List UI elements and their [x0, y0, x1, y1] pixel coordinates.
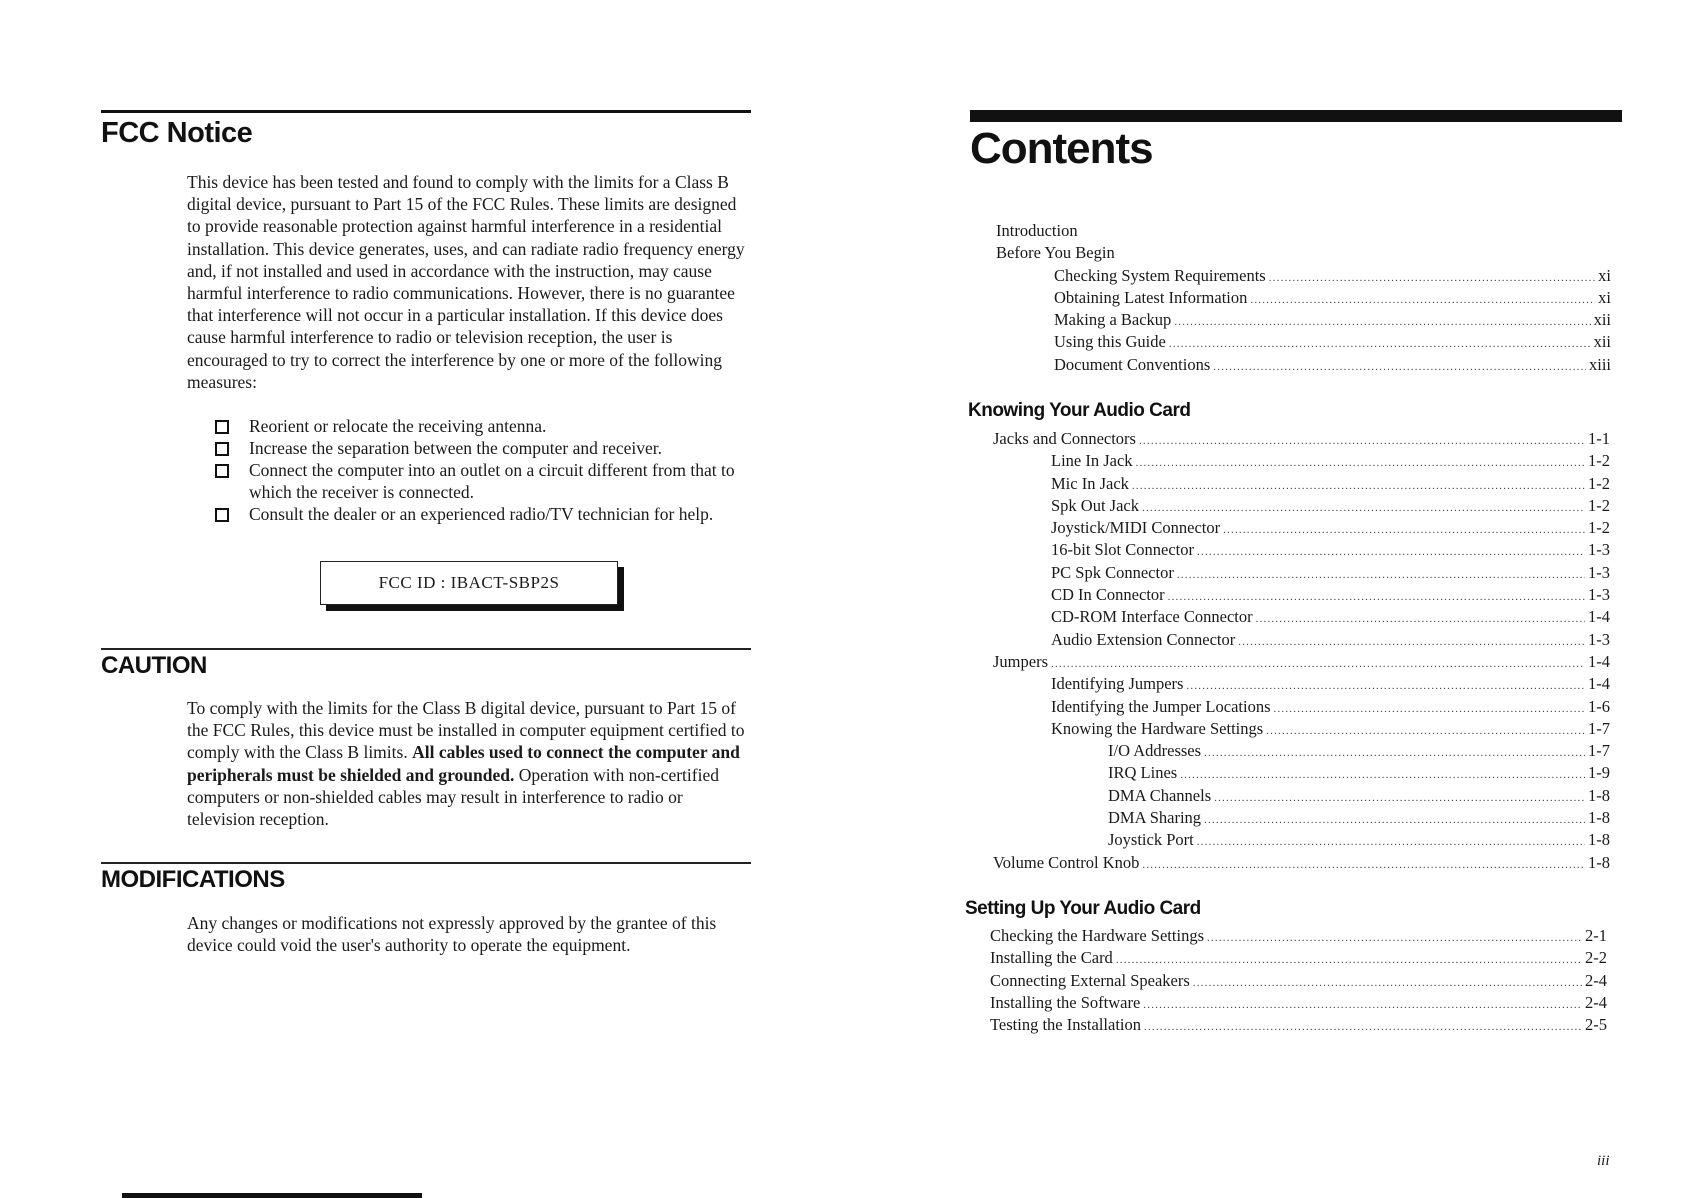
toc-entry-title: CD In Connector — [1051, 585, 1165, 605]
toc-entry-page: 1-3 — [1588, 562, 1610, 582]
toc-entry[interactable] — [990, 970, 1607, 992]
fcc-notice-title: FCC Notice — [101, 117, 253, 149]
modifications-rule — [101, 862, 751, 864]
toc-entry-title: IRQ Lines — [1108, 763, 1178, 783]
toc-entry-page: 1-7 — [1588, 741, 1610, 761]
modifications-title: MODIFICATIONS — [101, 866, 285, 893]
toc-entry-title: CD-ROM Interface Connector — [1051, 607, 1253, 627]
toc-entry-title: Line In Jack — [1051, 451, 1133, 471]
toc-entry-title: Connecting External Speakers — [990, 970, 1190, 990]
toc-entry-title: Document Conventions — [1054, 354, 1211, 374]
toc-intro-list — [996, 220, 1611, 376]
toc-entry-page: xiii — [1588, 354, 1611, 374]
toc-section2-list — [990, 925, 1607, 1036]
toc-entry-title: Using this Guide — [1054, 332, 1166, 352]
toc-entry[interactable] — [993, 740, 1610, 762]
toc-entry[interactable] — [996, 242, 1611, 264]
toc-entry-page: 1-8 — [1588, 852, 1610, 872]
caution-rule — [101, 648, 751, 650]
toc-entry[interactable] — [996, 265, 1611, 287]
measures-list — [215, 415, 755, 525]
toc-entry[interactable] — [990, 925, 1607, 947]
toc-entry[interactable] — [993, 562, 1610, 584]
toc-entry-title: Identifying Jumpers — [1051, 674, 1184, 694]
list-item — [215, 503, 755, 525]
toc-entry[interactable] — [990, 992, 1607, 1014]
toc-entry[interactable] — [993, 673, 1610, 695]
caution-text-bold: All cables used to connect the computer and peripherals must be shielded and grounded. — [187, 742, 740, 785]
toc-entry-title: Jumpers — [993, 651, 1048, 671]
toc-entry[interactable] — [993, 696, 1610, 718]
toc-entry-title: Obtaining Latest Information — [1054, 287, 1248, 307]
toc-entry-title: Checking System Requirements — [1054, 265, 1266, 285]
toc-entry-page: 1-3 — [1588, 629, 1610, 649]
toc-entry[interactable] — [993, 829, 1610, 851]
contents-title: Contents — [970, 124, 1153, 173]
checkbox-square-icon — [215, 508, 229, 522]
toc-entry-page: xi — [1598, 265, 1611, 285]
toc-entry[interactable] — [993, 629, 1610, 651]
toc-entry-title: Testing the Installation — [990, 1015, 1141, 1035]
toc-entry-title: Spk Out Jack — [1051, 495, 1139, 515]
toc-entry-page: xi — [1598, 287, 1611, 307]
toc-entry-title: Knowing the Hardware Settings — [1051, 718, 1264, 738]
toc-entry-page: 1-3 — [1588, 585, 1610, 605]
toc-entry[interactable] — [993, 651, 1610, 673]
toc-entry-page: 1-2 — [1588, 473, 1610, 493]
left-page — [0, 0, 842, 1190]
toc-entry[interactable] — [996, 287, 1611, 309]
list-item — [215, 459, 755, 503]
toc-entry[interactable] — [990, 1014, 1607, 1036]
toc-entry-title: Audio Extension Connector — [1051, 629, 1236, 649]
toc-entry-page: 1-4 — [1588, 674, 1610, 694]
toc-entry-title: Installing the Software — [990, 992, 1141, 1012]
toc-entry[interactable] — [993, 473, 1610, 495]
measure-text: Connect the computer into an outlet on a circuit different from that to which the receiver is connected. — [249, 460, 735, 502]
toc-entry[interactable] — [996, 309, 1611, 331]
toc-entry-page: xii — [1593, 310, 1611, 330]
toc-entry-page: 1-8 — [1588, 808, 1610, 828]
toc-entry-page: 1-9 — [1588, 763, 1610, 783]
toc-entry[interactable] — [996, 331, 1611, 353]
toc-entry-title: Checking the Hardware Settings — [990, 926, 1204, 945]
contents-rule — [970, 110, 1622, 122]
toc-entry-title: DMA Sharing — [1108, 808, 1202, 828]
modifications-paragraph: Any changes or modifications not expressly approved by the grantee of this device could void the user's authority to operate the equipment. — [187, 913, 717, 956]
toc-entry-page: 1-2 — [1588, 495, 1610, 515]
caution-paragraph — [187, 697, 752, 830]
toc-entry[interactable] — [993, 852, 1610, 874]
toc-entry-page: 2-1 — [1585, 926, 1607, 945]
toc-entry-title: Identifying the Jumper Locations — [1051, 696, 1271, 716]
toc-entry[interactable] — [993, 495, 1610, 517]
toc-entry-title: PC Spk Connector — [1051, 562, 1174, 582]
measure-text: Reorient or relocate the receiving antenna. — [249, 416, 547, 436]
toc-entry[interactable] — [993, 539, 1610, 561]
toc-section-title: Knowing Your Audio Card — [968, 400, 1191, 421]
measure-text: Consult the dealer or an experienced radio/TV technician for help. — [249, 504, 714, 524]
toc-entry-page: 1-2 — [1588, 451, 1610, 471]
toc-entry[interactable] — [996, 220, 1611, 242]
fcc-id-text: FCC ID : IBACT-SBP2S — [378, 573, 560, 592]
page-number: iii — [1597, 1153, 1610, 1169]
toc-entry-title: Installing the Card — [990, 948, 1113, 968]
toc-entry-page: 2-4 — [1585, 970, 1607, 990]
toc-entry-title: Before You Begin — [996, 243, 1115, 263]
toc-entry-page: 1-1 — [1588, 429, 1610, 448]
toc-entry-page: 1-2 — [1588, 518, 1610, 538]
toc-entry-title: I/O Addresses — [1108, 741, 1202, 761]
toc-entry[interactable] — [993, 450, 1610, 472]
toc-entry-title: 16-bit Slot Connector — [1051, 540, 1194, 560]
toc-section-title: Setting Up Your Audio Card — [965, 898, 1201, 919]
toc-entry[interactable] — [996, 354, 1611, 376]
toc-entry-page: xii — [1593, 332, 1611, 352]
caution-title: CAUTION — [101, 652, 207, 679]
toc-entry-page: 1-7 — [1588, 718, 1610, 738]
toc-entry-page: 1-4 — [1588, 651, 1610, 671]
toc-entry[interactable] — [993, 785, 1610, 807]
toc-entry-title: Making a Backup — [1054, 310, 1172, 330]
toc-section1-list — [993, 428, 1610, 874]
toc-entry-page: 1-6 — [1588, 696, 1610, 716]
toc-entry-page: 2-5 — [1585, 1015, 1607, 1035]
toc-entry-title: Joystick/MIDI Connector — [1051, 518, 1221, 538]
checkbox-square-icon — [215, 464, 229, 478]
toc-entry[interactable] — [993, 606, 1610, 628]
toc-entry-title: Volume Control Knob — [993, 852, 1140, 872]
fcc-id-box — [320, 561, 618, 605]
toc-entry[interactable] — [993, 517, 1610, 539]
toc-entry[interactable] — [990, 947, 1607, 969]
list-item — [215, 415, 755, 437]
toc-entry[interactable] — [993, 762, 1610, 784]
toc-entry-title: Mic In Jack — [1051, 473, 1129, 493]
fcc-rule — [101, 110, 751, 113]
list-item — [215, 437, 755, 459]
toc-entry[interactable] — [993, 718, 1610, 740]
checkbox-square-icon — [215, 420, 229, 434]
toc-entry-page: 1-8 — [1588, 785, 1610, 805]
toc-entry[interactable] — [993, 807, 1610, 829]
toc-entry-page: 1-3 — [1588, 540, 1610, 560]
fcc-paragraph: This device has been tested and found to comply with the limits for a Class B digital device, pursuant to Part 15 of the FCC Rules. These limits are designed to provide reasonable protection against harmful interference in a residential installation. This device generates, uses, and can radiate radio frequency energy and, if not installed and used in accordance with the instruction, may cause harmful interference to radio communications. However, there is no guarantee that interference will not occur in a particular installation. If this device does cause harmful interference to radio or television reception, the user is encouraged to try to correct the interference by one or more of the following measures: — [187, 172, 745, 392]
measure-text: Increase the separation between the computer and receiver. — [249, 438, 662, 458]
toc-entry-title: DMA Channels — [1108, 785, 1212, 805]
toc-entry-title: Introduction — [996, 221, 1078, 240]
toc-entry-page: 1-4 — [1588, 607, 1610, 627]
caution-text-2: Operation with non-certified computers or non-shielded cables may result in interference to radio or television reception. — [187, 764, 719, 830]
footer-rule — [122, 1193, 422, 1198]
toc-entry[interactable] — [993, 428, 1610, 450]
checkbox-square-icon — [215, 442, 229, 456]
toc-entry-page: 2-4 — [1585, 992, 1607, 1012]
toc-entry-title: Jacks and Connectors — [993, 429, 1136, 448]
toc-entry[interactable] — [993, 584, 1610, 606]
toc-entry-page: 1-8 — [1588, 830, 1610, 850]
toc-entry-page: 2-2 — [1585, 948, 1607, 968]
caution-text-1: To comply with the limits for the Class B digital device, pursuant to Part 15 of the FCC Rules, this device must be installed in computer equipment certified to comply with the Class B limits. — [187, 698, 745, 763]
toc-entry-title: Joystick Port — [1108, 830, 1194, 850]
